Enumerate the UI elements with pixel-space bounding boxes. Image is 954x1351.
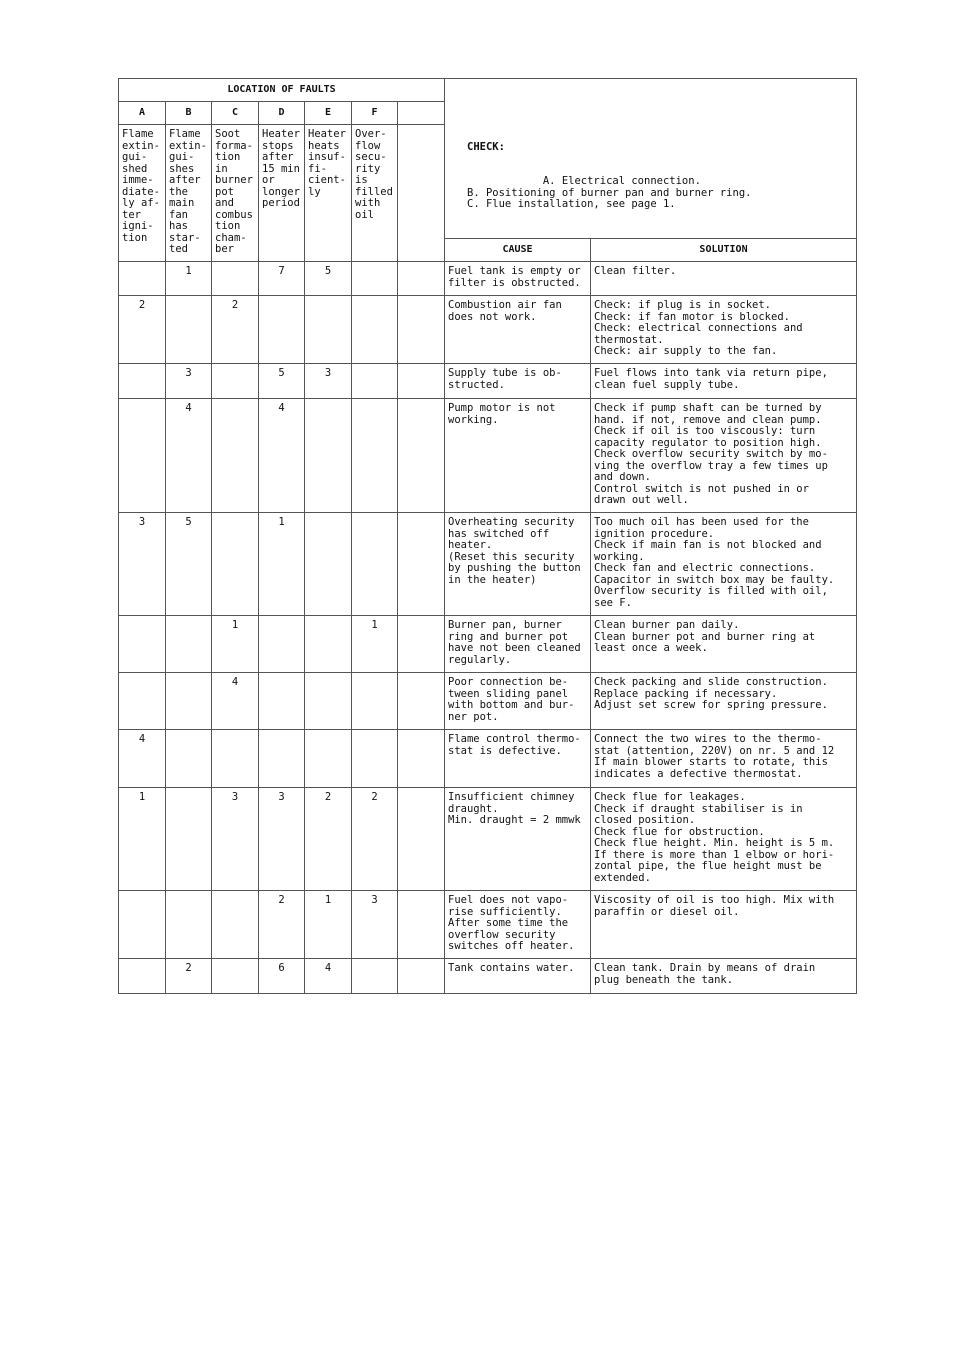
cell-a xyxy=(119,399,166,513)
cell-e xyxy=(305,730,352,788)
cell-solution: Clean burner pan daily. Clean burner pot and burner ring at least once a week. xyxy=(591,616,857,673)
cell-cause: Fuel tank is empty or filter is obstructed. xyxy=(445,262,591,296)
cell-blank xyxy=(398,513,445,616)
cell-solution: Viscosity of oil is too high. Mix with paraffin or diesel oil. xyxy=(591,891,857,959)
cell-a xyxy=(119,364,166,399)
check-title: CHECK: xyxy=(467,141,505,153)
cell-cause: Tank contains water. xyxy=(445,959,591,994)
cell-solution: Check: if plug is in socket. Check: if fan motor is blocked. Check: electrical connections and thermostat. Check: air supply to the fan. xyxy=(591,296,857,364)
table-row xyxy=(119,730,857,788)
col-desc-f: Over- flow secu- rity is filled with oil xyxy=(352,125,398,262)
col-header-f: F xyxy=(352,102,398,125)
cell-f xyxy=(352,399,398,513)
cell-d xyxy=(259,730,305,788)
cell-a xyxy=(119,262,166,296)
table-row xyxy=(119,673,857,730)
cell-b: 4 xyxy=(166,399,212,513)
col-header-b: B xyxy=(166,102,212,125)
col-desc-e: Heater heats insuf- fi- cient- ly xyxy=(305,125,352,262)
cell-c xyxy=(212,513,259,616)
cell-b xyxy=(166,730,212,788)
cell-c xyxy=(212,364,259,399)
fault-location-table xyxy=(118,78,857,994)
cell-blank xyxy=(398,616,445,673)
cell-b: 2 xyxy=(166,959,212,994)
cell-f xyxy=(352,513,398,616)
cell-e xyxy=(305,513,352,616)
cell-a: 4 xyxy=(119,730,166,788)
cell-a xyxy=(119,673,166,730)
check-items: A. Electrical connection. B. Positioning of burner pan and burner ring. C. Flue installation, see page 1. xyxy=(467,175,752,210)
cell-d xyxy=(259,616,305,673)
cell-b: 3 xyxy=(166,364,212,399)
cell-blank xyxy=(398,730,445,788)
cell-b: 1 xyxy=(166,262,212,296)
cell-c xyxy=(212,399,259,513)
cell-c xyxy=(212,891,259,959)
cell-e: 3 xyxy=(305,364,352,399)
table-row xyxy=(119,616,857,673)
cell-d: 4 xyxy=(259,399,305,513)
cell-a xyxy=(119,959,166,994)
cell-d: 3 xyxy=(259,788,305,891)
cell-e: 1 xyxy=(305,891,352,959)
cell-e: 5 xyxy=(305,262,352,296)
cell-blank xyxy=(398,788,445,891)
cell-cause: Supply tube is ob- structed. xyxy=(445,364,591,399)
cell-blank xyxy=(398,673,445,730)
cell-a xyxy=(119,891,166,959)
cell-e xyxy=(305,296,352,364)
col-header-a: A xyxy=(119,102,166,125)
cell-cause: Pump motor is not working. xyxy=(445,399,591,513)
cell-d: 2 xyxy=(259,891,305,959)
cell-solution: Too much oil has been used for the ignition procedure. Check if main fan is not blocked and working. Check fan and electric connections. Capacitor in switch box may be faulty. Overflow security is filled with oil, see F. xyxy=(591,513,857,616)
cell-solution: Check flue for leakages. Check if draught stabiliser is in closed position. Check flue for obstruction. Check flue height. Min. height is 5 m. If there is more than 1 elbow or hori- zontal pipe, the flue height must be extended. xyxy=(591,788,857,891)
cell-blank xyxy=(398,364,445,399)
cell-e xyxy=(305,673,352,730)
solution-header: SOLUTION xyxy=(591,239,857,262)
cell-c: 2 xyxy=(212,296,259,364)
cell-f: 1 xyxy=(352,616,398,673)
cell-blank xyxy=(398,891,445,959)
cell-f xyxy=(352,673,398,730)
cell-blank xyxy=(398,399,445,513)
cell-solution: Check if pump shaft can be turned by hand. if not, remove and clean pump. Check if oil is too viscously: turn capacity regulator to position high. Check overflow security switch by mo- ving the overflow tray a few times up and down. Control switch is not pushed in or drawn out well. xyxy=(591,399,857,513)
cell-b xyxy=(166,788,212,891)
cell-f xyxy=(352,262,398,296)
table-row xyxy=(119,364,857,399)
col-header-d: D xyxy=(259,102,305,125)
cell-c: 3 xyxy=(212,788,259,891)
cell-f xyxy=(352,959,398,994)
cell-f xyxy=(352,296,398,364)
table-row xyxy=(119,399,857,513)
cell-e xyxy=(305,616,352,673)
cell-b: 5 xyxy=(166,513,212,616)
check-panel xyxy=(445,79,857,239)
cell-e: 4 xyxy=(305,959,352,994)
location-of-faults-header: LOCATION OF FAULTS xyxy=(119,79,445,102)
cell-cause: Combustion air fan does not work. xyxy=(445,296,591,364)
col-desc-c: Soot forma- tion in burner pot and combus tion cham- ber xyxy=(212,125,259,262)
col-header-e: E xyxy=(305,102,352,125)
cell-blank xyxy=(398,262,445,296)
cell-d: 6 xyxy=(259,959,305,994)
col-desc-a: Flame extin- gui- shed imme- diate- ly af- ter igni- tion xyxy=(119,125,166,262)
cell-b xyxy=(166,891,212,959)
cell-cause: Fuel does not vapo- rise sufficiently. After some time the overflow security switches off heater. xyxy=(445,891,591,959)
cell-e xyxy=(305,399,352,513)
cell-cause: Poor connection be- tween sliding panel with bottom and bur- ner pot. xyxy=(445,673,591,730)
cell-d: 5 xyxy=(259,364,305,399)
cell-solution: Clean filter. xyxy=(591,262,857,296)
cell-a xyxy=(119,616,166,673)
cell-cause: Burner pan, burner ring and burner pot have not been cleaned regularly. xyxy=(445,616,591,673)
cell-blank xyxy=(398,296,445,364)
cell-blank xyxy=(398,959,445,994)
cell-a: 2 xyxy=(119,296,166,364)
cell-c: 4 xyxy=(212,673,259,730)
cell-d xyxy=(259,673,305,730)
cell-b xyxy=(166,296,212,364)
cell-a: 1 xyxy=(119,788,166,891)
cell-f xyxy=(352,730,398,788)
cell-d xyxy=(259,296,305,364)
cause-header: CAUSE xyxy=(445,239,591,262)
cell-f xyxy=(352,364,398,399)
table-row xyxy=(119,891,857,959)
table-row xyxy=(119,959,857,994)
table-row xyxy=(119,513,857,616)
cell-solution: Connect the two wires to the thermo- stat (attention, 220V) on nr. 5 and 12 If main blower starts to rotate, this indicates a defective thermostat. xyxy=(591,730,857,788)
cell-solution: Check packing and slide construction. Replace packing if necessary. Adjust set screw for spring pressure. xyxy=(591,673,857,730)
cell-b xyxy=(166,616,212,673)
col-desc-b: Flame extin- gui- shes after the main fan has star- ted xyxy=(166,125,212,262)
cell-b xyxy=(166,673,212,730)
cell-a: 3 xyxy=(119,513,166,616)
table-row xyxy=(119,296,857,364)
cell-c xyxy=(212,730,259,788)
cell-cause: Flame control thermo- stat is defective. xyxy=(445,730,591,788)
col-header-c: C xyxy=(212,102,259,125)
cell-cause: Overheating security has switched off heater. (Reset this security by pushing the button in the heater) xyxy=(445,513,591,616)
table-row xyxy=(119,788,857,891)
table-row xyxy=(119,262,857,296)
col-header-blank xyxy=(398,102,445,125)
cell-cause: Insufficient chimney draught. Min. draught = 2 mmwk xyxy=(445,788,591,891)
cell-c xyxy=(212,262,259,296)
col-desc-d: Heater stops after 15 min or longer period xyxy=(259,125,305,262)
cell-c xyxy=(212,959,259,994)
cell-d: 7 xyxy=(259,262,305,296)
cell-solution: Clean tank. Drain by means of drain plug beneath the tank. xyxy=(591,959,857,994)
cell-e: 2 xyxy=(305,788,352,891)
cell-c: 1 xyxy=(212,616,259,673)
cell-solution: Fuel flows into tank via return pipe, clean fuel supply tube. xyxy=(591,364,857,399)
cell-f: 2 xyxy=(352,788,398,891)
col-desc-blank xyxy=(398,125,445,262)
cell-d: 1 xyxy=(259,513,305,616)
cell-f: 3 xyxy=(352,891,398,959)
